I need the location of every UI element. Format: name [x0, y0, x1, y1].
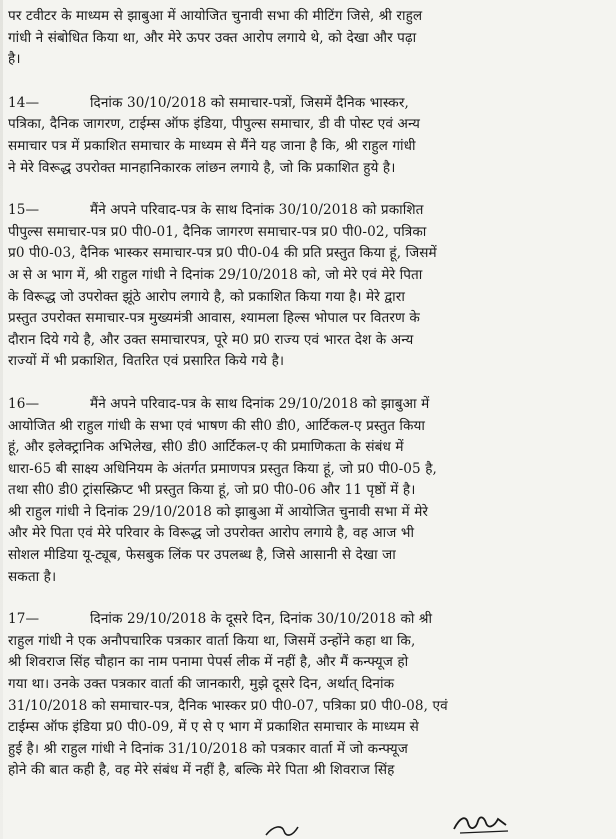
text-line: 31/10/2018 को समाचार-पत्र, दैनिक भास्कर प्र0 पी0-07, पत्रिका प्र0 पी0-08, एवं: [8, 697, 448, 714]
text-line: है।: [8, 51, 21, 68]
text-line: के विरूद्ध जो उपरोक्त झूंठे आरोप लगाये है, को प्रकाशित किया गया है। मेरे द्वारा: [8, 288, 405, 305]
text-line: होने की बात कही है, वह मेरे संबंध में नहीं है, बल्कि मेरे पिता श्री शिवराज सिंह: [8, 762, 395, 779]
text-line: मैंने अपने परिवाद-पत्र के साथ दिनांक 30/10/2018 को प्रकाशित: [90, 202, 424, 219]
signature-mark: [450, 811, 514, 837]
text-line: पीपुल्स समाचार-पत्र प्र0 पी0-01, दैनिक जागरण समाचार-पत्र प्र0 पी0-02, पत्रिका: [8, 223, 427, 240]
paragraph-17: [8, 609, 590, 782]
text-line: पत्रिका, दैनिक जागरण, टाईम्स ऑफ इंडिया, पीपुल्स समाचार, डी वी पोस्ट एवं अन्य: [8, 116, 421, 133]
page-edge: [0, 0, 3, 839]
text-line: प्रस्तुत उपरोक्त समाचार-पत्र मुख्यमंत्री आवास, श्यामला हिल्स भोपाल पर वितरण के: [8, 310, 420, 327]
text-line: सोशल मीडिया यू-ट्यूब, फेसबुक लिंक पर उपलब्ध है, जिसे आसानी से देखा जा: [8, 547, 396, 564]
paragraph-number: 17—: [8, 611, 40, 628]
text-line: श्री राहुल गांधी ने दिनांक 29/10/2018 को झाबुआ में आयोजित चुनावी सभा में मेरे: [8, 503, 429, 520]
text-line: राहुल गांधी ने एक अनौपचारिक पत्रकार वार्ता किया था, जिसमें उन्होंने कहा था कि,: [8, 632, 416, 649]
text-line: अ से अ भाग में, श्री राहुल गांधी ने दिनांक 29/10/2018 को, जो मेरे एवं मेरे पिता: [8, 266, 423, 283]
text-line: दिनांक 30/10/2018 को समाचार-पत्रों, जिसमें दैनिक भास्कर,: [90, 94, 409, 111]
paragraph-number: 15—: [8, 202, 40, 219]
text-line: प्र0 पी0-03, दैनिक भास्कर समाचार-पत्र प्र0 पी0-04 की प्रति प्रस्तुत किया हूं, जिसमें: [8, 245, 437, 262]
text-line: गया था। उनके उक्त पत्रकार वार्ता की जानकारी, मुझे दूसरे दिन, अर्थात् दिनांक: [8, 676, 395, 693]
text-line: मैंने अपने परिवाद-पत्र के साथ दिनांक 29/10/2018 को झाबुआ में: [90, 395, 430, 412]
intro-paragraph: [8, 6, 590, 71]
paragraph-number: 14—: [8, 94, 40, 111]
text-line: हुई है। श्री राहुल गांधी ने दिनांक 31/10/2018 को पत्रकार वार्ता में जो कन्फ्यूज: [8, 740, 408, 757]
text-line: टाईम्स ऑफ इंडिया प्र0 पी0-09, में ए से ए भाग में प्रकाशित समाचार के माध्यम से: [8, 719, 419, 736]
text-line: और मेरे पिता एवं मेरे परिवार के विरूद्ध जो उपरोक्त आरोप लगाये है, वह आज भी: [8, 525, 415, 542]
text-line: दिनांक 29/10/2018 के दूसरे दिन, दिनांक 30/10/2018 को श्री: [90, 611, 433, 628]
text-line: समाचार पत्र में प्रकाशित समाचार के माध्यम से मैंने यह जाना है कि, श्री राहुल गांधी: [8, 137, 416, 154]
paragraph-16: [8, 394, 590, 588]
text-line: दौरान दिये गये है, और उक्त समाचारपत्र, पूरे म0 प्र0 राज्य एवं भारत देश के अन्य: [8, 331, 414, 348]
paragraph-number: 16—: [8, 395, 40, 412]
paragraph-14: [8, 93, 590, 179]
pen-stroke-mark: [262, 821, 302, 839]
text-line: श्री शिवराज सिंह चौहान का नाम पनामा पेपर्स लीक में नहीं है, और मैं कन्फ्यूज हो: [8, 654, 409, 671]
text-line: गांधी ने संबोधित किया था, और मेरे ऊपर उक्त आरोप लगाये थे, को देखा और पढ़ा: [8, 29, 417, 46]
text-line: आयोजित श्री राहुल गांधी के सभा एवं भाषण की सी0 डी0, आर्टिकल-ए प्रस्तुत किया: [8, 417, 425, 434]
text-line: तथा सी0 डी0 ट्रांसस्क्रिप्ट भी प्रस्तुत किया हूं, जो प्र0 पी0-06 और 11 पृष्ठों में है।: [8, 482, 416, 499]
text-line: राज्यों में भी प्रकाशित, वितरित एवं प्रसारित किये गये है।: [8, 353, 285, 370]
text-line: हूं, और इलेक्ट्रानिक अभिलेख, सी0 डी0 आर्टिकल-ए की प्रमाणिकता के संबंध में: [8, 439, 404, 456]
paragraph-15: [8, 200, 590, 373]
text-line: धारा-65 बी साक्ष्य अधिनियम के अंतर्गत प्रमाणपत्र प्रस्तुत किया हूं, जो प्र0 पी0-05 है,: [8, 460, 437, 477]
text-line: सकता है।: [8, 568, 57, 585]
text-line: ने मेरे विरूद्ध उपरोक्त मानहानिकारक लांछन लगाये है, जो कि प्रकाशित हुये है।: [8, 159, 396, 176]
text-line: पर टवीटर के माध्यम से झाबुआ में आयोजित चुनावी सभा की मीटिंग जिसे, श्री राहुल: [8, 8, 423, 24]
